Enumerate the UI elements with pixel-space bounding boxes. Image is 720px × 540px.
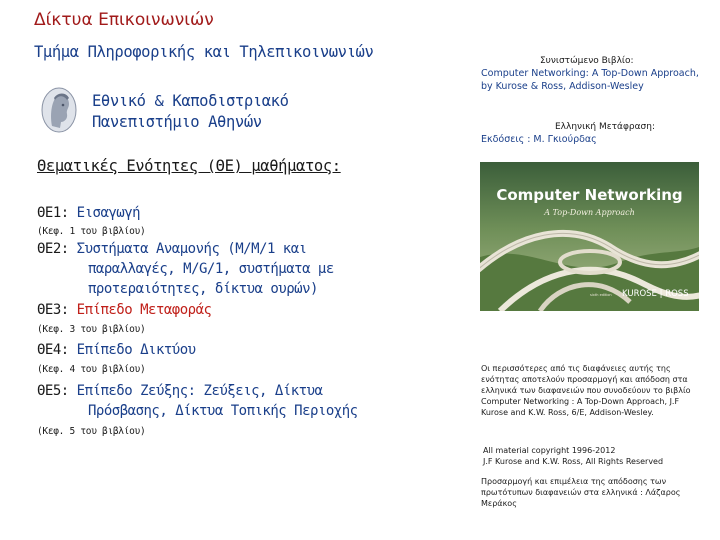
copyright-notice <box>483 445 713 467</box>
adaptation-credit: Προσαρμογή και επιμέλεια της απόδοσης των πρωτότυπων διαφανειών στα ελληνικά : Λάζαρος Μεράκος <box>481 477 681 508</box>
university-name-line-2: Πανεπιστήμιο Αθηνών <box>92 113 262 131</box>
topic-chapter: (Κεφ. 5 του βιβλίου) <box>37 426 146 437</box>
topic-item <box>37 302 211 318</box>
copyright-line-2: J.F Kurose and K.W. Ross, All Rights Reserved <box>483 457 664 466</box>
course-title: Δίκτυα Επικοινωνιών <box>34 10 214 30</box>
book-cover-image <box>480 162 699 311</box>
topic-item <box>37 241 334 301</box>
cover-title: Computer Networking <box>496 186 683 204</box>
slides-attribution-note: Οι περισσότερες από τις διαφάνειες αυτής της ενότητας αποτελούν προσαρμογή και απόδοση στα ελληνικά των διαφανειών που συνοδεύουν το βιβλίο Computer Networking : A Top-Down Approach, J.F Kurose and K.W. Ross, 6/E, Addison-Wesley. <box>481 364 691 417</box>
topic-name: Εισαγωγή <box>76 205 141 221</box>
topic-name: Επίπεδο Ζεύξης: Ζεύξεις, Δίκτυα <box>76 383 323 399</box>
topic-name-continued: προτεραιότητες, δίκτυα ουρών) <box>88 281 318 297</box>
university-logo <box>40 86 78 134</box>
topics-heading: Θεματικές Ενότητες (ΘΕ) μαθήματος: <box>37 157 341 175</box>
topic-code: ΘΕ4: <box>37 342 69 358</box>
topic-name-continued: παραλλαγές, M/G/1, συστήματα με <box>88 261 334 277</box>
department-title: Τμήμα Πληροφορικής και Τηλεπικοινωνιών <box>34 43 374 61</box>
cover-authors: KUROSE | ROSS <box>622 289 689 299</box>
topic-name: Συστήματα Αναμονής (M/M/1 και <box>76 241 307 257</box>
university-name-line-1: Εθνικό & Καποδιστριακό <box>92 92 289 110</box>
topic-code: ΘΕ3: <box>37 302 69 318</box>
topic-name-continued: Πρόσβασης, Δίκτυα Τοπικής Περιοχής <box>88 403 358 419</box>
copyright-line-1: All material copyright 1996-2012 <box>483 446 616 455</box>
cover-subtitle: A Top-Down Approach <box>544 208 635 217</box>
cover-edition: sixth edition <box>590 293 612 297</box>
topic-code: ΘΕ2: <box>37 241 69 257</box>
greek-translation-label: Ελληνική Μετάφραση: <box>555 122 655 132</box>
topic-item <box>37 383 358 423</box>
topic-code: ΘΕ1: <box>37 205 69 221</box>
book-reference: Computer Networking: A Top-Down Approach, by Kurose & Ross, Addison-Wesley <box>481 68 699 92</box>
topic-name: Επίπεδο Δικτύου <box>76 342 196 358</box>
topic-item <box>37 342 196 358</box>
topic-name: Επίπεδο Μεταφοράς <box>76 302 212 318</box>
university-name <box>92 91 289 133</box>
topic-code: ΘΕ5: <box>37 383 69 399</box>
topic-item <box>37 205 140 221</box>
topic-chapter: (Κεφ. 4 του βιβλίου) <box>37 364 146 375</box>
recommended-book-label: Συνιστώμενο Βιβλίο: <box>540 56 634 66</box>
topic-chapter: (Κεφ. 1 του βιβλίου) <box>37 226 146 237</box>
topic-chapter: (Κεφ. 3 του βιβλίου) <box>37 324 146 335</box>
greek-publisher: Εκδόσεις : Μ. Γκιούρδας <box>481 134 597 145</box>
